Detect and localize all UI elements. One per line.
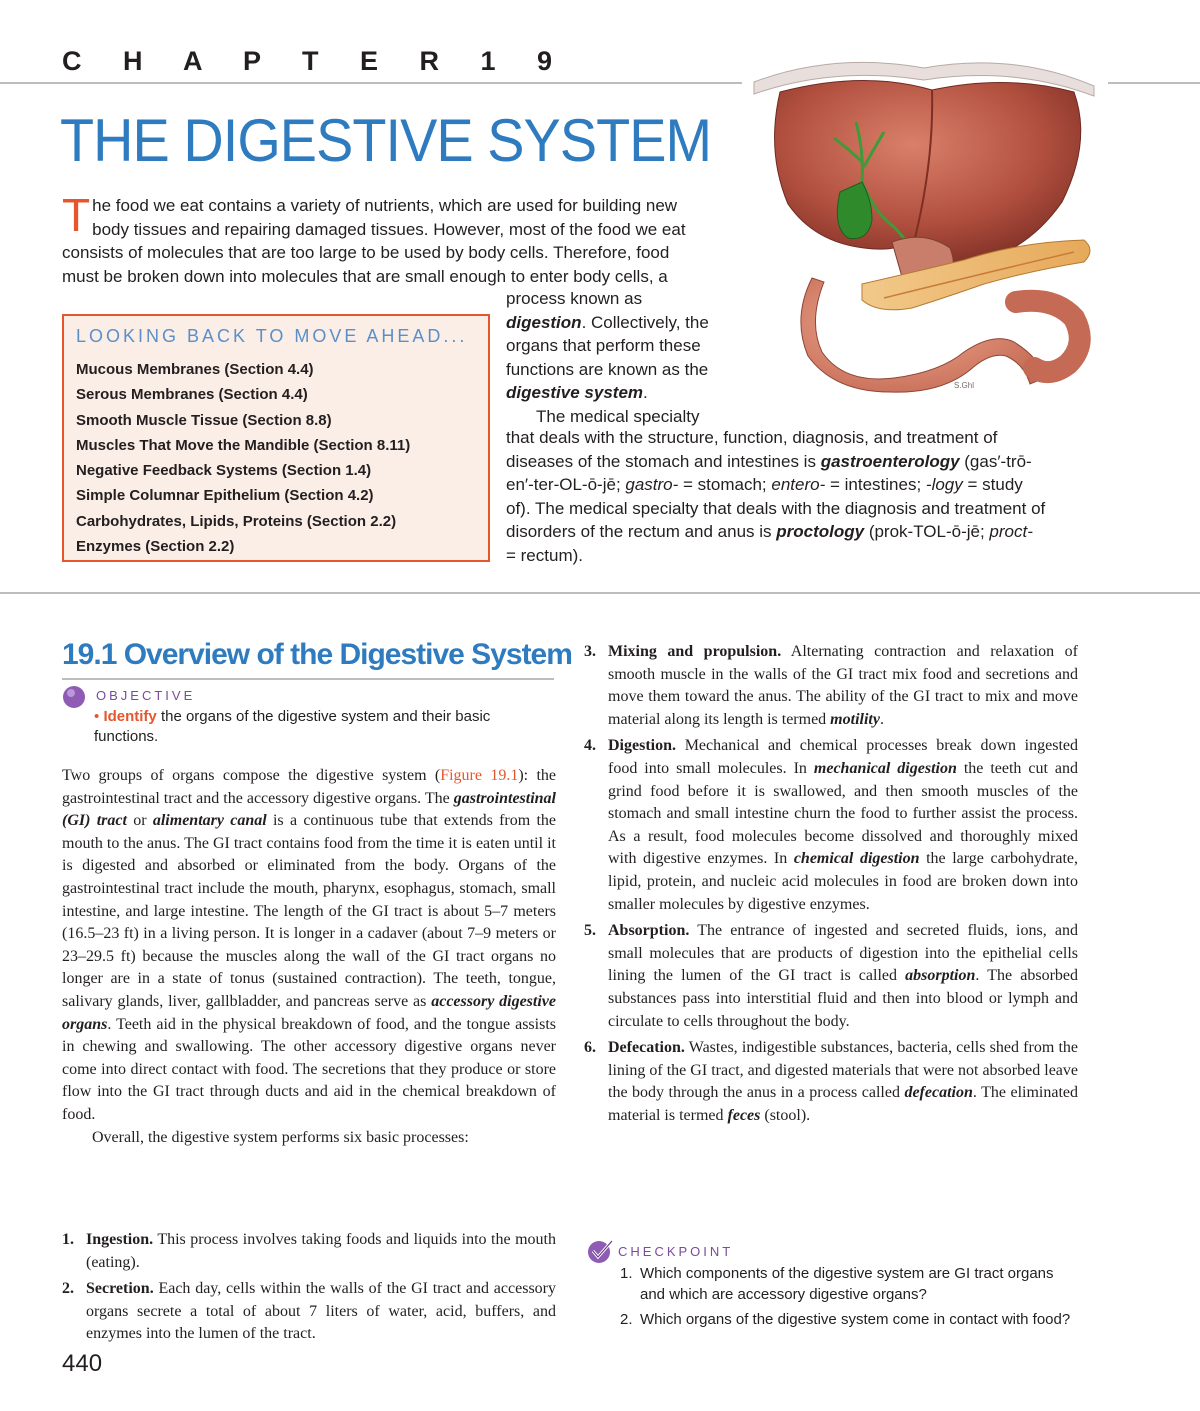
objective-icon	[62, 685, 86, 709]
intro-p2-c: (gas′-trō-en′-ter-OL-ō-jē;	[506, 451, 1032, 494]
body-p1-b: ): the gastrointestinal tract and the accessory digestive organs. The	[62, 767, 556, 807]
term-gi-tract: gastrointestinal (GI) tract	[62, 789, 556, 830]
intro-para2	[506, 426, 1046, 567]
illustration-signature: S.Ghl	[954, 381, 975, 390]
list-number: 5.	[584, 922, 596, 940]
question-number: 2.	[620, 1311, 633, 1328]
prefix-gastro: gastro-	[625, 475, 679, 494]
body-p1-d: is a continuous tube that extends from the mouth to the anus. The GI tract contains food from the time it is eaten until it is digested and absorbed or eliminated from the body. Organs of the gastrointestinal tract include the mouth, pharynx, esophagus, stomach, small intestine, and large intestine. The length of the GI tract is about 5–7 meters (16.5–23 ft) in a living person. It is longer in a cadaver (about 7–9 meters or 23–29.5 ft) because the muscles along the wall of the GI tract organs no longer are in a state of tonus (sustained contraction). The teeth, tongue, salivary glands, liver, gallbladder, and pancreas serve as	[62, 812, 557, 1010]
list-heading: Mixing and propulsion.	[608, 643, 782, 660]
digestive-organs-illustration	[744, 52, 1110, 394]
intro-p2-g: (prok-TOL-ō-jē;	[864, 522, 990, 541]
question-text: Which components of the digestive system are GI tract organs and which are accessory digestive organs?	[640, 1265, 1054, 1303]
list-number: 4.	[584, 737, 596, 755]
objective-body: the organs of the digestive system and their basic functions.	[94, 708, 491, 745]
list-heading: Secretion.	[86, 1280, 154, 1298]
list-item	[584, 1037, 1078, 1127]
intro-p2-e: = intestines;	[825, 475, 926, 494]
looking-back-box	[62, 314, 490, 562]
list-item	[62, 1278, 556, 1346]
list-text: Alternating contraction and relaxation of smooth muscle in the walls of the GI tract mix food and secretions and move them toward the anus. The ability of the GI tract to mix and move material along its length is termed	[608, 643, 1078, 728]
list-number: 1.	[62, 1231, 74, 1248]
term-feces: feces	[727, 1106, 761, 1124]
list-number: 6.	[584, 1039, 596, 1057]
looking-back-item[interactable]: Serous Membranes (Section 4.4)	[76, 386, 308, 404]
term-alimentary-canal: alimentary canal	[152, 812, 267, 830]
header-rule-right	[1108, 82, 1200, 84]
list-text-after: (stool).	[760, 1106, 811, 1124]
looking-back-item[interactable]: Muscles That Move the Mandible (Section 8.11)	[76, 436, 411, 454]
checkpoint-questions	[620, 1263, 1080, 1334]
prefix-entero: entero-	[771, 475, 826, 494]
checkpoint-label: CHECKPOINT	[618, 1244, 734, 1259]
body-p1-c: or	[126, 812, 153, 830]
chapter-title: THE DIGESTIVE SYSTEM	[60, 107, 712, 174]
objective-label: OBJECTIVE	[96, 688, 196, 703]
suffix-logy: -logy	[925, 475, 963, 494]
list-item	[62, 1229, 556, 1274]
list-text-after: . The absorbed substances pass into interstitial fluid and then into blood or lymph and circulate to cells throughout the body.	[608, 967, 1079, 1030]
term-digestion: digestion	[506, 312, 582, 332]
list-text-after: .	[879, 710, 884, 728]
intro-text-b: . Collectively, the organs that perform these functions are known as the	[506, 312, 709, 379]
term-mechanical-digestion: mechanical digestion	[813, 759, 957, 777]
list-text: Each day, cells within the walls of the GI tract and accessory organs secrete a total of about 7 liters of water, acid, buffers, and enzymes into the lumen of the tract.	[86, 1280, 556, 1343]
body-paragraph-1	[62, 765, 556, 1127]
jejunum	[1016, 301, 1080, 372]
list-item	[584, 641, 1078, 731]
term-absorption: absorption	[905, 967, 976, 985]
body-p1-e: . Teeth aid in the physical breakdown of food, and the tongue assists in chewing and swallowing. The other accessory digestive organs never come into direct contact with food. The secretions that they produce or store flow into the GI tract through ducts and aid in the chemical breakdown of food.	[62, 1015, 556, 1123]
intro-paragraph	[62, 189, 694, 288]
intro-p2-f: = study of). The medical specialty that deals with the diagnosis and treatment of disorders of the rectum and anus is	[506, 475, 1046, 541]
prefix-proct: proct-	[989, 522, 1033, 541]
term-gastroenterology: gastroenterology	[820, 451, 960, 471]
intro-continuation	[506, 287, 716, 428]
list-text-2: the teeth cut and grind food before it is swallowed, and then smooth muscles of the stomach and small intestine churn the food to further assist the process. As a result, food molecules become dissolved and thoroughly mixed with digestive enzymes. In	[608, 759, 1078, 868]
intro-p2-d: = stomach;	[678, 475, 772, 494]
looking-back-title: LOOKING BACK TO MOVE AHEAD...	[76, 326, 468, 346]
body-p1-a: Two groups of organs compose the digestive system (	[62, 767, 441, 784]
term-proctology: proctology	[776, 522, 865, 541]
list-text: Wastes, indigestible substances, bacteria, cells shed from the lining of the GI tract, and digested materials that were not absorbed leave the body through the anus in a process called	[608, 1039, 1078, 1102]
section-title: 19.1 Overview of the Digestive System	[62, 638, 572, 671]
objective-text	[94, 707, 534, 747]
list-number: 3.	[584, 643, 596, 660]
looking-back-item[interactable]: Mucous Membranes (Section 4.4)	[76, 361, 314, 378]
list-heading: Defecation.	[608, 1039, 685, 1057]
list-text-after: the large carbohydrate, lipid, protein, and nucleic acid molecules in food are broken down into smaller molecules by digestive enzymes.	[608, 850, 1078, 913]
section-divider	[0, 592, 1200, 594]
term-defecation: defecation	[904, 1084, 973, 1102]
chapter-label: C H A P T E R 1 9	[62, 46, 570, 76]
term-accessory-organs: accessory digestive organs	[62, 992, 557, 1033]
intro-text-a: process known as	[506, 289, 643, 308]
process-list-left	[62, 1229, 556, 1350]
intro-p2-b: that deals with the structure, function, diagnosis, and treatment of diseases of the stomach and intestines is	[506, 428, 998, 471]
term-motility: motility	[830, 710, 880, 728]
list-item	[584, 735, 1078, 916]
process-list-right	[584, 641, 1078, 1131]
list-heading: Ingestion.	[86, 1231, 154, 1248]
objective-keyword: Identify	[103, 708, 157, 725]
list-text: Mechanical and chemical processes break down ingested food into small molecules. In	[608, 737, 1078, 777]
figure-reference-link[interactable]: Figure 19.1	[440, 767, 519, 784]
intro-text: he food we eat contains a variety of nutrients, which are used for building new body tissues and repairing damaged tissues. However, most of the food we eat consists of molecules that are too large to be used by body cells. Therefore, food must be broken down into molecules that are small enough to enter body cells, a	[62, 196, 686, 286]
objective-bullet: •	[94, 708, 100, 725]
looking-back-item[interactable]: Simple Columnar Epithelium (Section 4.2)	[76, 487, 374, 505]
body-paragraph-2: Overall, the digestive system performs six basic processes:	[92, 1128, 469, 1146]
list-text: The entrance of ingested and secreted fluids, ions, and small molecules that are products of digestion into the epithelial cells lining the lumen of the GI tract is called	[608, 922, 1078, 985]
list-number: 2.	[62, 1280, 74, 1298]
checkpoint-question	[620, 1263, 1080, 1305]
checkpoint-icon	[586, 1238, 614, 1264]
looking-back-item[interactable]: Carbohydrates, Lipids, Proteins (Section 2.2)	[76, 512, 397, 530]
intro-p2-h: = rectum).	[506, 545, 583, 565]
section-title-rule	[62, 678, 554, 680]
intro-text-c: .	[643, 383, 648, 402]
page-number: 440	[62, 1350, 103, 1377]
dropcap: T	[62, 189, 91, 241]
term-chemical-digestion: chemical digestion	[793, 850, 920, 868]
looking-back-item[interactable]: Smooth Muscle Tissue (Section 8.8)	[76, 411, 332, 429]
looking-back-item[interactable]: Enzymes (Section 2.2)	[76, 538, 235, 556]
looking-back-item[interactable]: Negative Feedback Systems (Section 1.4)	[76, 462, 372, 480]
checkpoint-question	[620, 1309, 1080, 1330]
list-text: This process involves taking foods and liquids into the mouth (eating).	[86, 1231, 556, 1271]
term-digestive-system: digestive system	[506, 383, 644, 402]
header-rule	[0, 82, 742, 84]
list-heading: Absorption.	[608, 922, 690, 940]
list-item	[584, 920, 1078, 1033]
body-text-left	[62, 765, 556, 1149]
list-text-2: . The eliminated material is termed	[608, 1084, 1078, 1124]
list-heading: Digestion.	[608, 737, 676, 755]
question-text: Which organs of the digestive system come in contact with food?	[640, 1311, 1071, 1328]
intro-para2-start: The medical specialty	[536, 406, 700, 426]
question-number: 1.	[620, 1265, 633, 1282]
